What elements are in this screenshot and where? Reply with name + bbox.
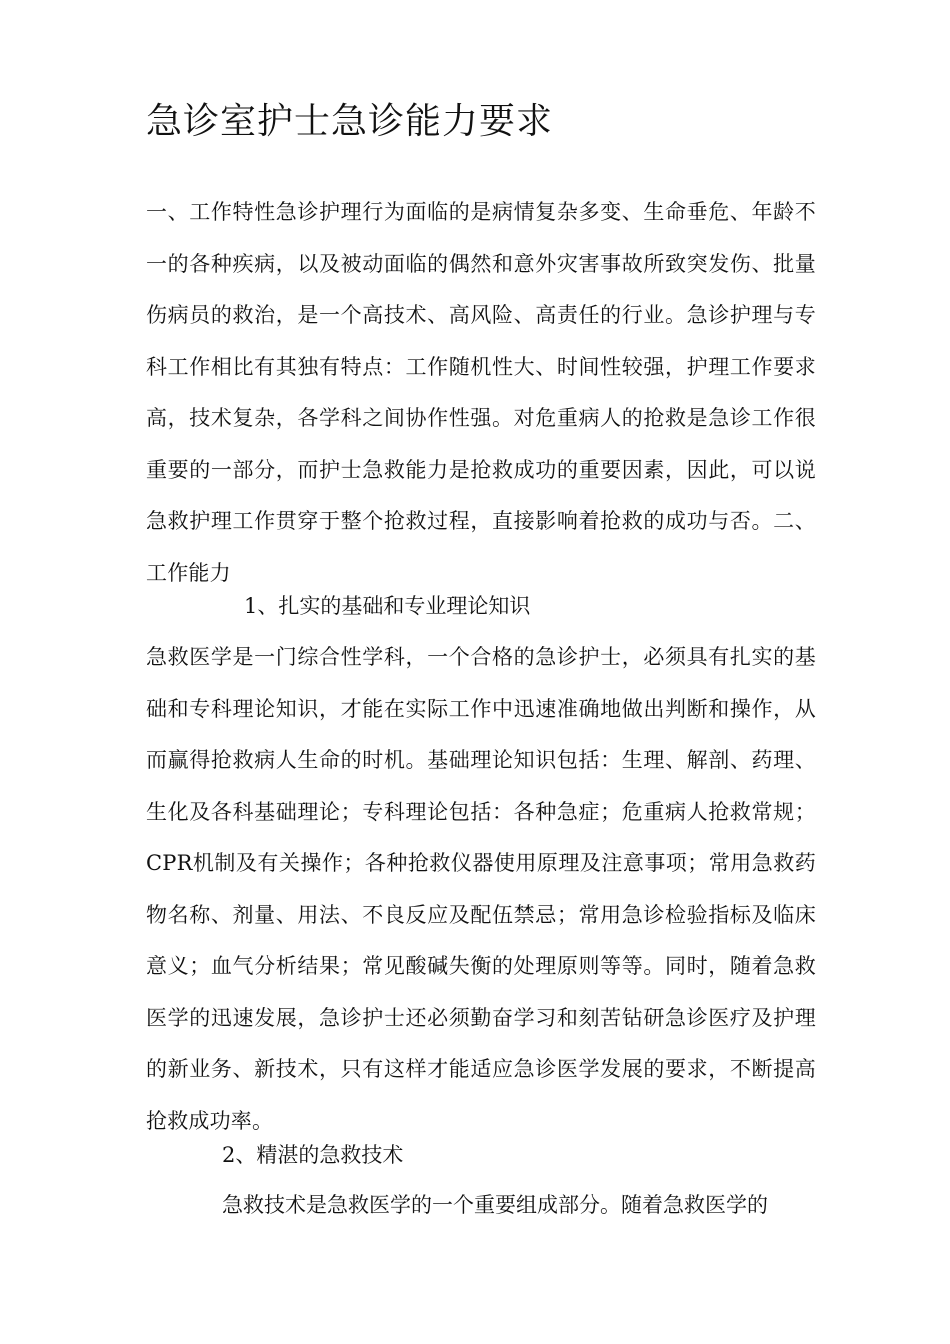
section-heading-emergency-skills: 2、精湛的急救技术 [222, 1143, 404, 1167]
section-heading-theory-knowledge: 1、扎实的基础和专业理论知识 [244, 594, 531, 618]
paragraph-theory-knowledge: 急救医学是一门综合性学科，一个合格的急诊护士，必须具有扎实的基础和专科理论知识，才能在实际工作中迅速准确地做出判断和操作，从而赢得抢救病人生命的时机。基础理论知识包括：生理、解剖、药理、生化及各科基础理论；专科理论包括：各种急症；危重病人抢救常规；CPR机制及有关操作；各种抢救仪器使用原理及注意事项；常用急救药物名称、剂量、用法、不良反应及配伍禁忌；常用急诊检验指标及临床意义；血气分析结果；常见酸碱失衡的处理原则等等。同时，随着急救医学的迅速发展，急诊护士还必须勤奋学习和刻苦钻研急诊医疗及护理的新业务、新技术，只有这样才能适应急诊医学发展的要求，不断提高抢救成功率。 [146, 645, 816, 1133]
document-title: 急诊室护士急诊能力要求 [146, 101, 554, 142]
paragraph-work-characteristics: 一、工作特性急诊护理行为面临的是病情复杂多变、生命垂危、年龄不一的各种疾病，以及被动面临的偶然和意外灾害事故所致突发伤、批量伤病员的救治，是一个高技术、高风险、高责任的行业。急诊护理与专科工作相比有其独有特点：工作随机性大、时间性较强，护理工作要求高，技术复杂，各学科之间协作性强。对危重病人的抢救是急诊工作很重要的一部分，而护士急救能力是抢救成功的重要因素，因此，可以说急救护理工作贯穿于整个抢救过程，直接影响着抢救的成功与否。二、工作能力 [146, 200, 816, 585]
paragraph-emergency-skills: 急救技术是急救医学的一个重要组成部分。随着急救医学的 [222, 1193, 768, 1217]
